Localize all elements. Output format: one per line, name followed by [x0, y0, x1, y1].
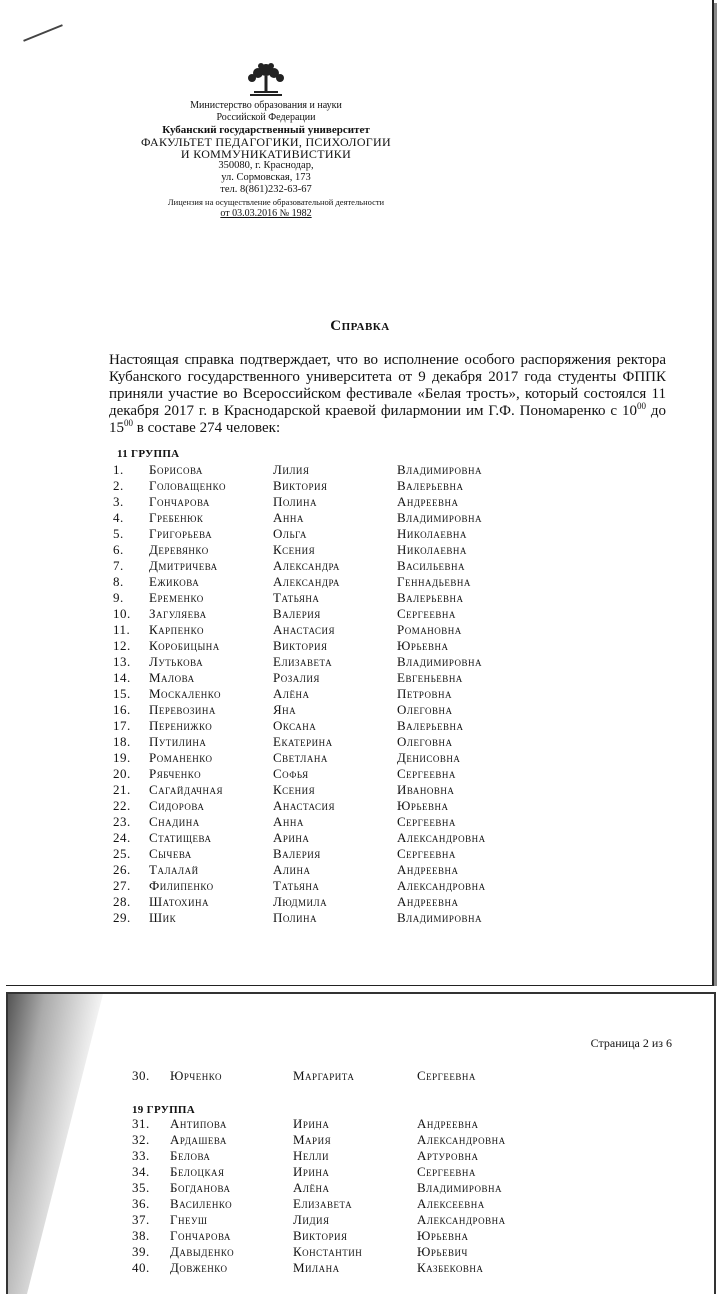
row-number: 22. — [113, 798, 131, 813]
surname: Богданова — [170, 1180, 231, 1195]
patronymic: Николаевна — [397, 526, 467, 541]
row-number: 2. — [113, 478, 124, 493]
surname: Гончарова — [170, 1228, 231, 1243]
university-name: Кубанский государственный университет — [162, 124, 370, 136]
row-number: 12. — [113, 638, 131, 653]
document-page-2 — [6, 992, 716, 1294]
license-text: Лицензия на осуществление образовательной деятельности — [167, 197, 385, 207]
document-title: Справка — [330, 318, 390, 334]
student-row — [6, 670, 712, 686]
first-name: Ксения — [273, 542, 316, 557]
row-number: 25. — [113, 846, 131, 861]
row-number: 24. — [113, 830, 131, 845]
first-name: Татьяна — [273, 590, 320, 605]
first-name: Оксана — [273, 718, 317, 733]
row-number: 38. — [132, 1228, 150, 1243]
student-row — [6, 574, 712, 590]
group-19-label: 19 ГРУППА — [132, 1104, 196, 1116]
student-row — [6, 478, 712, 494]
first-name: Александра — [273, 558, 340, 573]
student-row — [6, 830, 712, 846]
student-row — [6, 462, 712, 478]
surname: Давыденко — [170, 1244, 235, 1259]
surname: Снадина — [149, 814, 200, 829]
first-name: Яна — [273, 702, 297, 717]
surname: Путилина — [149, 734, 207, 749]
patronymic: Артуровна — [417, 1148, 479, 1163]
surname: Ежикова — [149, 574, 200, 589]
group-11-label: 11 ГРУППА — [117, 448, 180, 460]
patronymic: Петровна — [397, 686, 452, 701]
student-row — [6, 510, 712, 526]
first-name: Виктория — [273, 478, 328, 493]
first-name: Анастасия — [273, 798, 336, 813]
student-row — [6, 814, 712, 830]
surname: Романенко — [149, 750, 213, 765]
surname: Ардашева — [170, 1132, 227, 1147]
patronymic: Сергеевна — [397, 766, 456, 781]
patronymic: Сергеевна — [397, 846, 456, 861]
patronymic: Владимировна — [417, 1180, 503, 1195]
first-name: Константин — [293, 1244, 363, 1259]
row-number: 21. — [113, 782, 131, 797]
row-number: 16. — [113, 702, 131, 717]
group-11-list — [6, 462, 712, 926]
student-row — [8, 1132, 714, 1148]
patronymic: Юрьевна — [397, 798, 449, 813]
surname: Головащенко — [149, 478, 226, 493]
first-name: Валерия — [273, 846, 321, 861]
row-number: 40. — [132, 1260, 150, 1275]
row-number: 34. — [132, 1164, 150, 1179]
first-name: Валерия — [273, 606, 321, 621]
continued-list — [8, 1068, 714, 1084]
row-number: 10. — [113, 606, 131, 621]
surname: Юрченко — [170, 1068, 222, 1083]
patronymic: Юрьевич — [417, 1244, 468, 1259]
patronymic: Александровна — [417, 1132, 506, 1147]
faculty-line-2: И КОММУНИКАТИВИСТИКИ — [180, 147, 352, 161]
intro-time-sup-1: 00 — [636, 401, 646, 411]
student-row — [6, 526, 712, 542]
student-row — [8, 1260, 714, 1276]
row-number: 27. — [113, 878, 131, 893]
row-number: 3. — [113, 494, 124, 509]
row-number: 23. — [113, 814, 131, 829]
patronymic: Денисовна — [397, 750, 461, 765]
intro-text-between: до 15 — [109, 403, 666, 436]
student-row — [8, 1164, 714, 1180]
row-number: 14. — [113, 670, 131, 685]
student-row — [6, 878, 712, 894]
student-row — [6, 494, 712, 510]
patronymic: Евгеньевна — [397, 670, 463, 685]
patronymic: Валерьевна — [397, 590, 464, 605]
row-number: 31. — [132, 1116, 150, 1131]
patronymic: Сергеевна — [417, 1164, 476, 1179]
first-name: Лидия — [293, 1212, 330, 1227]
patronymic: Васильевна — [397, 558, 465, 573]
student-row — [6, 686, 712, 702]
patronymic: Сергеевна — [397, 814, 456, 829]
surname: Белоцкая — [170, 1164, 225, 1179]
row-number: 1. — [113, 462, 124, 477]
patronymic: Андреевна — [397, 862, 459, 877]
surname: Талалай — [149, 862, 199, 877]
student-row — [8, 1212, 714, 1228]
patronymic: Владимировна — [397, 462, 483, 477]
row-number: 33. — [132, 1148, 150, 1163]
patronymic: Сергеевна — [397, 606, 456, 621]
patronymic: Олеговна — [397, 734, 453, 749]
first-name: Милана — [293, 1260, 340, 1275]
first-name: Виктория — [293, 1228, 348, 1243]
patronymic: Андреевна — [417, 1116, 479, 1131]
student-row — [8, 1244, 714, 1260]
row-number: 37. — [132, 1212, 150, 1227]
row-number: 30. — [132, 1068, 150, 1083]
surname: Григорьева — [149, 526, 213, 541]
group-19-list — [8, 1116, 714, 1276]
patronymic: Владимировна — [397, 510, 483, 525]
row-number: 8. — [113, 574, 124, 589]
first-name: Мария — [293, 1132, 332, 1147]
student-row — [6, 734, 712, 750]
row-number: 17. — [113, 718, 131, 733]
first-name: Алёна — [273, 686, 310, 701]
surname: Коробицына — [149, 638, 220, 653]
row-number: 15. — [113, 686, 131, 701]
surname: Василенко — [170, 1196, 233, 1211]
patronymic: Андреевна — [397, 494, 459, 509]
student-row — [8, 1180, 714, 1196]
student-row — [6, 766, 712, 782]
patronymic: Александровна — [397, 878, 486, 893]
patronymic: Валерьевна — [397, 478, 464, 493]
student-row — [6, 558, 712, 574]
address-line-2: ул. Сормовская, 173 — [221, 172, 311, 183]
student-row — [6, 654, 712, 670]
first-name: Светлана — [273, 750, 328, 765]
row-number: 19. — [113, 750, 131, 765]
student-row — [6, 910, 712, 926]
surname: Сидорова — [149, 798, 205, 813]
student-row — [8, 1148, 714, 1164]
student-row — [6, 542, 712, 558]
student-row — [6, 606, 712, 622]
patronymic: Владимировна — [397, 910, 483, 925]
surname: Лутькова — [149, 654, 204, 669]
row-number: 5. — [113, 526, 124, 541]
patronymic: Романовна — [397, 622, 462, 637]
student-row — [6, 702, 712, 718]
first-name: Арина — [273, 830, 310, 845]
patronymic: Юрьевна — [417, 1228, 469, 1243]
document-page-1 — [6, 0, 714, 987]
first-name: Анастасия — [273, 622, 336, 637]
row-number: 28. — [113, 894, 131, 909]
patronymic: Ивановна — [397, 782, 455, 797]
first-name: Елизавета — [273, 654, 333, 669]
row-number: 11. — [113, 622, 131, 637]
first-name: Анна — [273, 510, 304, 525]
first-name: Софья — [273, 766, 309, 781]
patronymic: Алексеевна — [417, 1196, 485, 1211]
first-name: Алёна — [293, 1180, 330, 1195]
surname: Белова — [170, 1148, 211, 1163]
patronymic: Владимировна — [397, 654, 483, 669]
student-row — [8, 1196, 714, 1212]
first-name: Татьяна — [273, 878, 320, 893]
address-line-1: 350080, г. Краснодар, — [218, 160, 314, 171]
first-name: Полина — [273, 910, 318, 925]
surname: Борисова — [149, 462, 203, 477]
surname: Загуляева — [149, 606, 207, 621]
intro-text-end: в составе 274 человек: — [133, 420, 281, 436]
row-number: 26. — [113, 862, 131, 877]
student-row — [8, 1116, 714, 1132]
student-row — [8, 1068, 714, 1084]
page-number: Страница 2 из 6 — [590, 1036, 672, 1050]
student-row — [6, 638, 712, 654]
faculty-line-1: ФАКУЛЬТЕТ ПЕДАГОГИКИ, ПСИХОЛОГИИ — [141, 135, 391, 149]
patronymic: Казбековна — [417, 1260, 484, 1275]
first-name: Елизавета — [293, 1196, 353, 1211]
surname: Гончарова — [149, 494, 210, 509]
patronymic: Сергеевна — [417, 1068, 476, 1083]
first-name: Ирина — [293, 1116, 330, 1131]
intro-time-sup-2: 00 — [124, 418, 133, 428]
letterhead — [116, 62, 416, 220]
first-name: Анна — [273, 814, 304, 829]
first-name: Александра — [273, 574, 340, 589]
surname: Шик — [149, 910, 177, 925]
surname: Еременко — [149, 590, 204, 605]
intro-text-main: Настоящая справка подтверждает, что во исполнение особого распоряжения ректора Кубанского государственного университета от 9 декабря 2017 года студенты ФППК приняли участие во Всероссийском фестивале «Белая трость», который состоялся 11 декабря 2017 г. в Краснодарской краевой филармонии им Г.Ф. Пономаренко с 10 — [109, 352, 666, 419]
first-name: Алина — [273, 862, 311, 877]
first-name: Людмила — [273, 894, 328, 909]
tree-emblem-icon — [244, 62, 288, 98]
first-name: Маргарита — [293, 1068, 355, 1083]
surname: Антипова — [170, 1116, 227, 1131]
student-row — [6, 622, 712, 638]
patronymic: Олеговна — [397, 702, 453, 717]
surname: Сычева — [149, 846, 192, 861]
surname: Гнеуш — [170, 1212, 208, 1227]
row-number: 32. — [132, 1132, 150, 1147]
row-number: 20. — [113, 766, 131, 781]
pen-mark — [23, 24, 63, 42]
intro-paragraph — [109, 352, 666, 437]
student-row — [8, 1228, 714, 1244]
row-number: 13. — [113, 654, 131, 669]
patronymic: Валерьевна — [397, 718, 464, 733]
row-number: 35. — [132, 1180, 150, 1195]
patronymic: Юрьевна — [397, 638, 449, 653]
row-number: 9. — [113, 590, 124, 605]
student-row — [6, 862, 712, 878]
phone-number: тел. 8(861)232-63-67 — [220, 184, 312, 195]
surname: Карпенко — [149, 622, 204, 637]
student-row — [6, 750, 712, 766]
first-name: Виктория — [273, 638, 328, 653]
patronymic: Николаевна — [397, 542, 467, 557]
row-number: 6. — [113, 542, 124, 557]
first-name: Екатерина — [273, 734, 333, 749]
row-number: 39. — [132, 1244, 150, 1259]
surname: Перевозина — [149, 702, 216, 717]
patronymic: Александровна — [397, 830, 486, 845]
student-row — [6, 718, 712, 734]
surname: Дмитричева — [149, 558, 218, 573]
surname: Гребенюк — [149, 510, 204, 525]
surname: Перенижко — [149, 718, 213, 733]
first-name: Ольга — [273, 526, 307, 541]
student-row — [6, 782, 712, 798]
first-name: Лилия — [273, 462, 310, 477]
first-name: Полина — [273, 494, 318, 509]
first-name: Ирина — [293, 1164, 330, 1179]
student-row — [6, 798, 712, 814]
ministry-line-2: Российской Федерации — [216, 112, 316, 123]
surname: Рябченко — [149, 766, 202, 781]
surname: Малова — [149, 670, 195, 685]
surname: Статищева — [149, 830, 212, 845]
first-name: Ксения — [273, 782, 316, 797]
surname: Довженко — [170, 1260, 228, 1275]
student-row — [6, 894, 712, 910]
first-name: Розалия — [273, 670, 320, 685]
patronymic: Геннадьевна — [397, 574, 471, 589]
row-number: 7. — [113, 558, 124, 573]
row-number: 29. — [113, 910, 131, 925]
surname: Шатохина — [149, 894, 209, 909]
surname: Москаленко — [149, 686, 222, 701]
student-row — [6, 590, 712, 606]
surname: Деревянко — [149, 542, 209, 557]
row-number: 18. — [113, 734, 131, 749]
row-number: 4. — [113, 510, 124, 525]
ministry-line-1: Министерство образования и науки — [190, 100, 342, 111]
patronymic: Андреевна — [397, 894, 459, 909]
surname: Сагайдачная — [149, 782, 224, 797]
patronymic: Александровна — [417, 1212, 506, 1227]
row-number: 36. — [132, 1196, 150, 1211]
surname: Филипенко — [149, 878, 214, 893]
student-row — [6, 846, 712, 862]
license-date: от 03.03.2016 № 1982 — [220, 208, 312, 219]
first-name: Нелли — [293, 1148, 329, 1163]
